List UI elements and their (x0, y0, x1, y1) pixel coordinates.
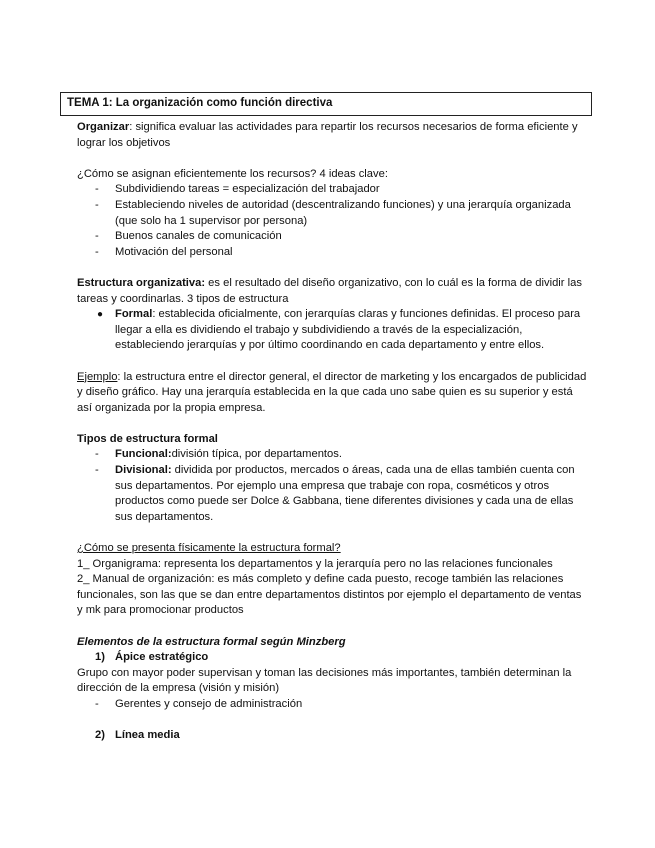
estructura-paragraph (77, 276, 587, 307)
bullet-icon: ● (97, 309, 104, 321)
estructura-definition: es el resultado del diseño organizativo, con lo cuál es la forma de dividir las tareas y coordinarlas. 3 tipos de estructura (77, 276, 582, 305)
presenta-question: ¿Cómo se presenta físicamente la estructura formal? (77, 542, 341, 555)
asignar-question: ¿Cómo se asignan eficientemente los recursos? 4 ideas clave: (77, 167, 388, 180)
list-item: ● Formal: establecida oficialmente, con jerarquías claras y funciones definidas. El proceso para llegar a ella es dividiendo el trabajo y subdividiendo a través de la especialización, estableciendo jerarquías y por último coordinando en cada departamento y entre ellos. (97, 308, 581, 352)
list-item: - Buenos canales de comunicación (95, 230, 282, 243)
list-item: - Gerentes y consejo de administración (95, 697, 303, 710)
elementos-heading: Elementos de la estructura formal según Minzberg (77, 635, 346, 648)
topic-title: TEMA 1: La organización como función directiva (60, 92, 592, 116)
apice-list (77, 697, 587, 713)
tipos-list (77, 447, 587, 525)
list-item: - Motivación del personal (95, 245, 233, 258)
estructura-list (77, 307, 587, 354)
apice-heading: 1) Ápice estratégico (95, 651, 209, 664)
ejemplo-paragraph (77, 370, 587, 417)
list-item: - Divisional: dividida por productos, mercados o áreas, cada una de ellas también cuenta con sus departamentos. Por ejemplo una empresa que trabaje con ropa, cosméticos y otros productos como puede ser Dolce & Gabbana, tiene diferentes divisiones y cada una de ellas sus departamentos. (95, 464, 575, 523)
list-item: - Funcional:división típica, por departamentos. (95, 448, 342, 461)
linea-heading: 2) Línea media (95, 729, 180, 742)
estructura-term: Estructura organizativa: (77, 276, 206, 289)
organizar-paragraph (77, 120, 587, 151)
presenta-line-2: 2_ Manual de organización: es más completo y define cada puesto, recoge también las relaciones funcionales, son las que se dan entre departamentos distintos por ejemplo el departamento de ventas y mk para promocionar productos (77, 573, 582, 617)
organizar-term: Organizar (77, 121, 130, 133)
presenta-line-1: 1_ Organigrama: representa los departamentos y la jerarquía pero no las relaciones funcionales (77, 557, 553, 570)
tipos-heading: Tipos de estructura formal (77, 432, 218, 445)
asignar-list (77, 182, 587, 260)
list-item: - Subdividiendo tareas = especialización del trabajador (95, 183, 380, 196)
organizar-definition: : significa evaluar las actividades para repartir los recursos necesarios de forma eficiente y lograr los objetivos (77, 121, 578, 149)
ejemplo-label: Ejemplo (77, 370, 118, 383)
document-body (77, 120, 587, 744)
list-item: - Estableciendo niveles de autoridad (descentralizando funciones) y una jerarquía organizada (que solo ha 1 supervisor por persona) (95, 198, 571, 227)
ejemplo-text: : la estructura entre el director general, el director de marketing y los encargados de publicidad y diseño gráfico. Hay una jerarquía establecida en la que cada uno sabe quien es su superior y está así organizada por la propia empresa. (77, 370, 587, 414)
apice-text: Grupo con mayor poder supervisan y toman las decisiones más importantes, también determinan la dirección de la empresa (visión y misión) (77, 666, 572, 695)
